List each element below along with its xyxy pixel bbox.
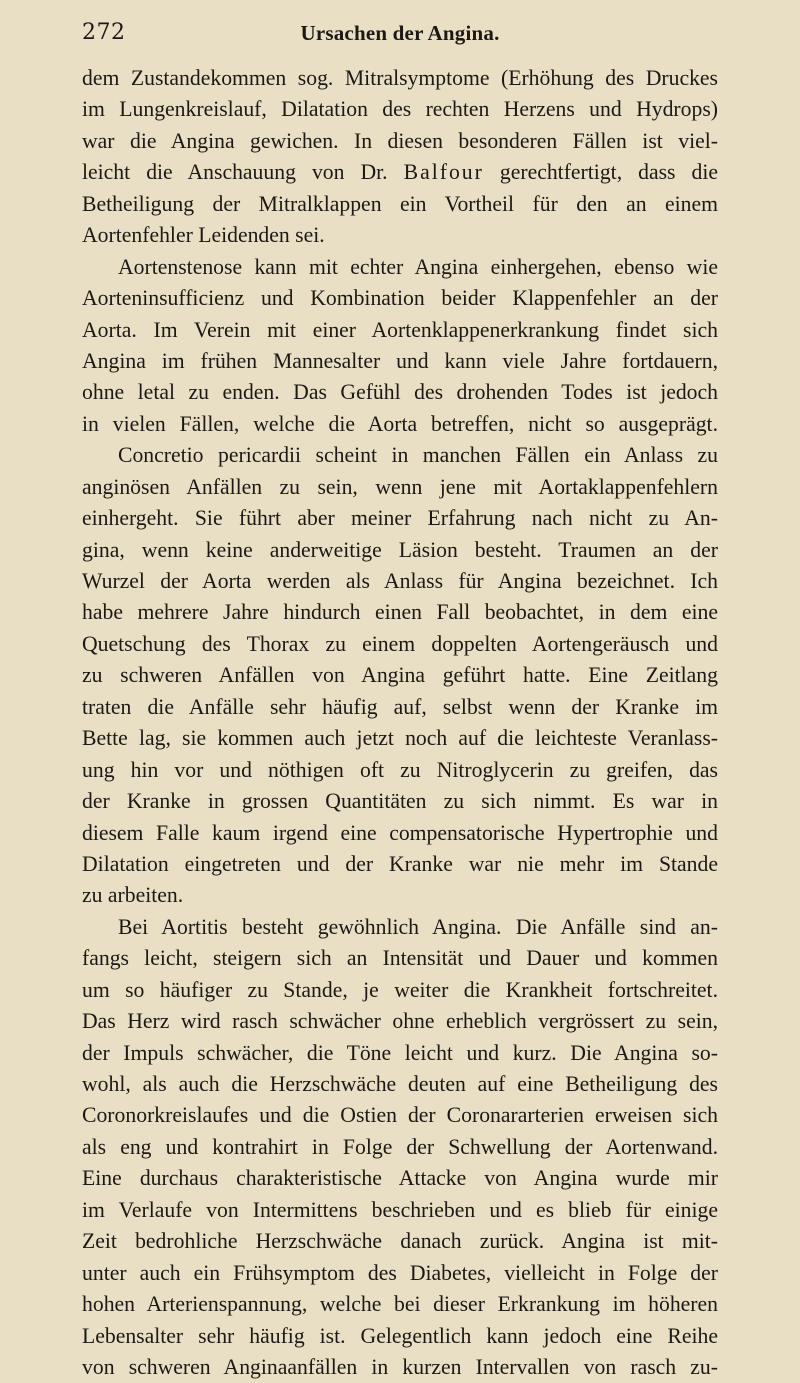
text-line: im Verlaufe von Intermittens beschrieben und es blieb für einige — [82, 1197, 718, 1222]
emphasized-name: Balfour — [403, 160, 484, 185]
paragraph — [82, 63, 718, 252]
text-line: Quetschung des Thorax zu einem doppelten Aortengeräusch und — [82, 631, 718, 656]
text-line: Coronorkreislaufes und die Ostien der Coronararterien erweisen sich — [82, 1103, 718, 1128]
text-line: traten die Anfälle sehr häufig auf, selbst wenn der Kranke im — [82, 694, 718, 719]
text-line: um so häufiger zu Stande, je weiter die Krankheit fortschreitet. — [82, 977, 718, 1002]
text-line: wohl, als auch die Herzschwäche deuten auf eine Betheiligung des — [82, 1072, 718, 1096]
text-line: ohne letal zu enden. Das Gefühl des drohenden Todes ist jedoch — [82, 380, 718, 405]
text-line: Bette lag, sie kommen auch jetzt noch auf die leichteste Veranlass- — [82, 726, 718, 751]
text-line: anginösen Anfällen zu sein, wenn jene mit Aortaklappenfehlern — [82, 474, 718, 499]
text-line: Dilatation eingetreten und der Kranke war nie mehr im Stande — [82, 851, 718, 876]
text-line: gina, wenn keine anderweitige Läsion besteht. Traumen an der — [82, 537, 718, 562]
text-line: in vielen Fällen, welche die Aorta betreffen, nicht so ausgeprägt. — [82, 411, 718, 436]
text-line: von schweren Anginaanfällen in kurzen Intervallen von rasch zu- — [82, 1354, 718, 1379]
text-line: Aortenstenose kann mit echter Angina einhergehen, ebenso wie — [118, 254, 718, 279]
paragraph — [82, 440, 718, 912]
running-head: Ursachen der Angina. — [300, 21, 500, 45]
text-line: war die Angina gewichen. In diesen besonderen Fällen ist viel- — [82, 128, 718, 153]
text-line: Wurzel der Aorta werden als Anlass für Angina bezeichnet. Ich — [82, 569, 718, 593]
text-line: Aorta. Im Verein mit einer Aortenklappenerkrankung findet sich — [82, 317, 718, 342]
text-line: habe mehrere Jahre hindurch einen Fall beobachtet, in dem eine — [82, 600, 718, 625]
text-line: dem Zustandekommen sog. Mitralsymptome (Erhöhung des Druckes — [82, 66, 718, 90]
text-line: hohen Arterienspannung, welche bei dieser Erkrankung im höheren — [82, 1292, 718, 1317]
body-text — [82, 63, 718, 1383]
text-line: als eng und kontrahirt in Folge der Schwellung der Aortenwand. — [82, 1134, 718, 1159]
text-line: ung hin vor und nöthigen oft zu Nitroglycerin zu greifen, das — [82, 757, 718, 782]
text-line: Concretio pericardii scheint in manchen Fällen ein Anlass zu — [118, 443, 718, 468]
text-line: Betheiligung der Mitralklappen ein Vortheil für den an einem — [82, 191, 718, 216]
text-line: der Impuls schwächer, die Töne leicht und kurz. Die Angina so- — [82, 1040, 718, 1065]
text-line: Angina im frühen Mannesalter und kann viele Jahre fortdauern, — [82, 348, 718, 373]
text-line: Eine durchaus charakteristische Attacke von Angina wurde mir — [82, 1166, 718, 1191]
text-line: leicht die Anschauung von Dr. Balfour gerechtfertigt, dass die — [82, 160, 718, 185]
page-number: 272 — [82, 20, 126, 45]
text-line: im Lungenkreislauf, Dilatation des rechten Herzens und Hydrops) — [82, 97, 718, 122]
page-header — [82, 20, 718, 50]
text-line: Zeit bedrohliche Herzschwäche danach zurück. Angina ist mit- — [82, 1229, 718, 1254]
text-line: unter auch ein Frühsymptom des Diabetes, vielleicht in Folge der — [82, 1260, 718, 1285]
text-line: Lebensalter sehr häufig ist. Gelegentlich kann jedoch eine Reihe — [82, 1323, 718, 1348]
paragraph — [82, 912, 718, 1383]
paragraph — [82, 252, 718, 441]
text-line: fangs leicht, steigern sich an Intensität und Dauer und kommen — [82, 946, 718, 971]
text-line: Aorteninsufficienz und Kombination beider Klappenfehler an der — [82, 286, 718, 311]
text-line: diesem Falle kaum irgend eine compensatorische Hypertrophie und — [82, 820, 718, 845]
text-line: einhergeht. Sie führt aber meiner Erfahrung nach nicht zu An- — [82, 506, 718, 531]
text-line: Aortenfehler Leidenden sei. — [82, 223, 325, 248]
text-line: zu schweren Anfällen von Angina geführt hatte. Eine Zeitlang — [82, 663, 718, 688]
text-line: Bei Aortitis besteht gewöhnlich Angina. Die Anfälle sind an- — [118, 914, 718, 939]
text-line: Das Herz wird rasch schwächer ohne erheblich vergrössert zu sein, — [82, 1009, 718, 1034]
text-line: der Kranke in grossen Quantitäten zu sich nimmt. Es war in — [82, 789, 718, 814]
text-line: zu arbeiten. — [82, 883, 184, 908]
